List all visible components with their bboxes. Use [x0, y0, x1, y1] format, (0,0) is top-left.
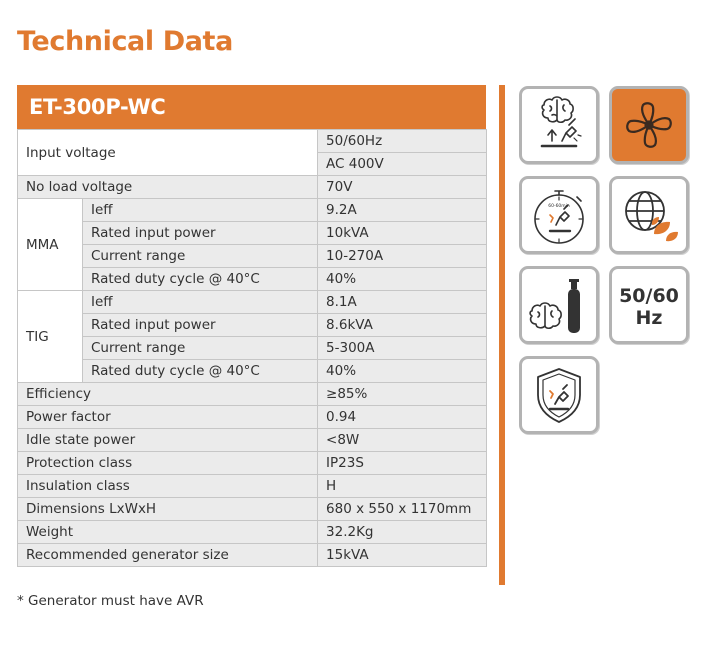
table-row	[18, 268, 487, 291]
stopwatch-icon	[519, 176, 599, 254]
tig-item-value: 8.6kVA	[318, 314, 487, 337]
spec-value: <8W	[318, 429, 487, 452]
tig-item-label: Rated input power	[83, 314, 318, 337]
tig-item-value: 5-300A	[318, 337, 487, 360]
accent-divider	[499, 85, 505, 585]
mma-item-label: Rated input power	[83, 222, 318, 245]
brain-welding-icon	[519, 86, 599, 164]
spec-value: H	[318, 475, 487, 498]
model-header: ET-300P-WC	[17, 85, 486, 129]
mma-item-value: 10-270A	[318, 245, 487, 268]
stopwatch-label: 60-60min	[548, 204, 570, 209]
tig-group-label: TIG	[18, 291, 83, 383]
table-row	[18, 130, 487, 153]
table-row	[18, 360, 487, 383]
frequency-value: 50/60	[619, 285, 679, 307]
table-row	[18, 475, 487, 498]
tig-item-label: Current range	[83, 337, 318, 360]
footnote: * Generator must have AVR	[17, 593, 204, 609]
spec-table-container	[17, 85, 486, 567]
spec-label: Insulation class	[18, 475, 318, 498]
spec-label: Dimensions LxWxH	[18, 498, 318, 521]
input-voltage-value: AC 400V	[318, 153, 487, 176]
spec-label: Idle state power	[18, 429, 318, 452]
table-row	[18, 498, 487, 521]
spec-label: Protection class	[18, 452, 318, 475]
mma-item-value: 9.2A	[318, 199, 487, 222]
table-row	[18, 452, 487, 475]
tig-item-label: Rated duty cycle @ 40°C	[83, 360, 318, 383]
spec-label: Efficiency	[18, 383, 318, 406]
table-row	[18, 199, 487, 222]
spec-label: Weight	[18, 521, 318, 544]
spec-value: ≥85%	[318, 383, 487, 406]
mma-group-label: MMA	[18, 199, 83, 291]
table-row	[18, 429, 487, 452]
fan-icon	[609, 86, 689, 164]
spec-value: 15kVA	[318, 544, 487, 567]
table-row	[18, 245, 487, 268]
table-row	[18, 337, 487, 360]
table-row	[18, 406, 487, 429]
spec-table	[17, 129, 487, 567]
spec-value: 32.2Kg	[318, 521, 487, 544]
spec-label: Power factor	[18, 406, 318, 429]
table-row	[18, 521, 487, 544]
spec-value: IP23S	[318, 452, 487, 475]
shield-welding-icon	[519, 356, 599, 434]
page-title: Technical Data	[17, 26, 233, 57]
input-voltage-frequency: 50/60Hz	[318, 130, 487, 153]
mma-item-label: Rated duty cycle @ 40°C	[83, 268, 318, 291]
tig-item-label: Ieff	[83, 291, 318, 314]
globe-leaf-icon	[609, 176, 689, 254]
table-row	[18, 383, 487, 406]
no-load-voltage-label: No load voltage	[18, 176, 318, 199]
spec-label: Recommended generator size	[18, 544, 318, 567]
table-row	[18, 176, 487, 199]
tig-item-value: 40%	[318, 360, 487, 383]
brain-gas-cylinder-icon	[519, 266, 599, 344]
spec-value: 680 x 550 x 1170mm	[318, 498, 487, 521]
frequency-badge	[609, 266, 689, 344]
table-row	[18, 314, 487, 337]
table-row	[18, 544, 487, 567]
mma-item-label: Current range	[83, 245, 318, 268]
frequency-unit: Hz	[635, 307, 663, 329]
mma-item-value: 10kVA	[318, 222, 487, 245]
mma-item-value: 40%	[318, 268, 487, 291]
table-row	[18, 222, 487, 245]
mma-item-label: Ieff	[83, 199, 318, 222]
table-row	[18, 291, 487, 314]
input-voltage-label: Input voltage	[18, 130, 318, 176]
no-load-voltage-value: 70V	[318, 176, 487, 199]
tig-item-value: 8.1A	[318, 291, 487, 314]
spec-value: 0.94	[318, 406, 487, 429]
